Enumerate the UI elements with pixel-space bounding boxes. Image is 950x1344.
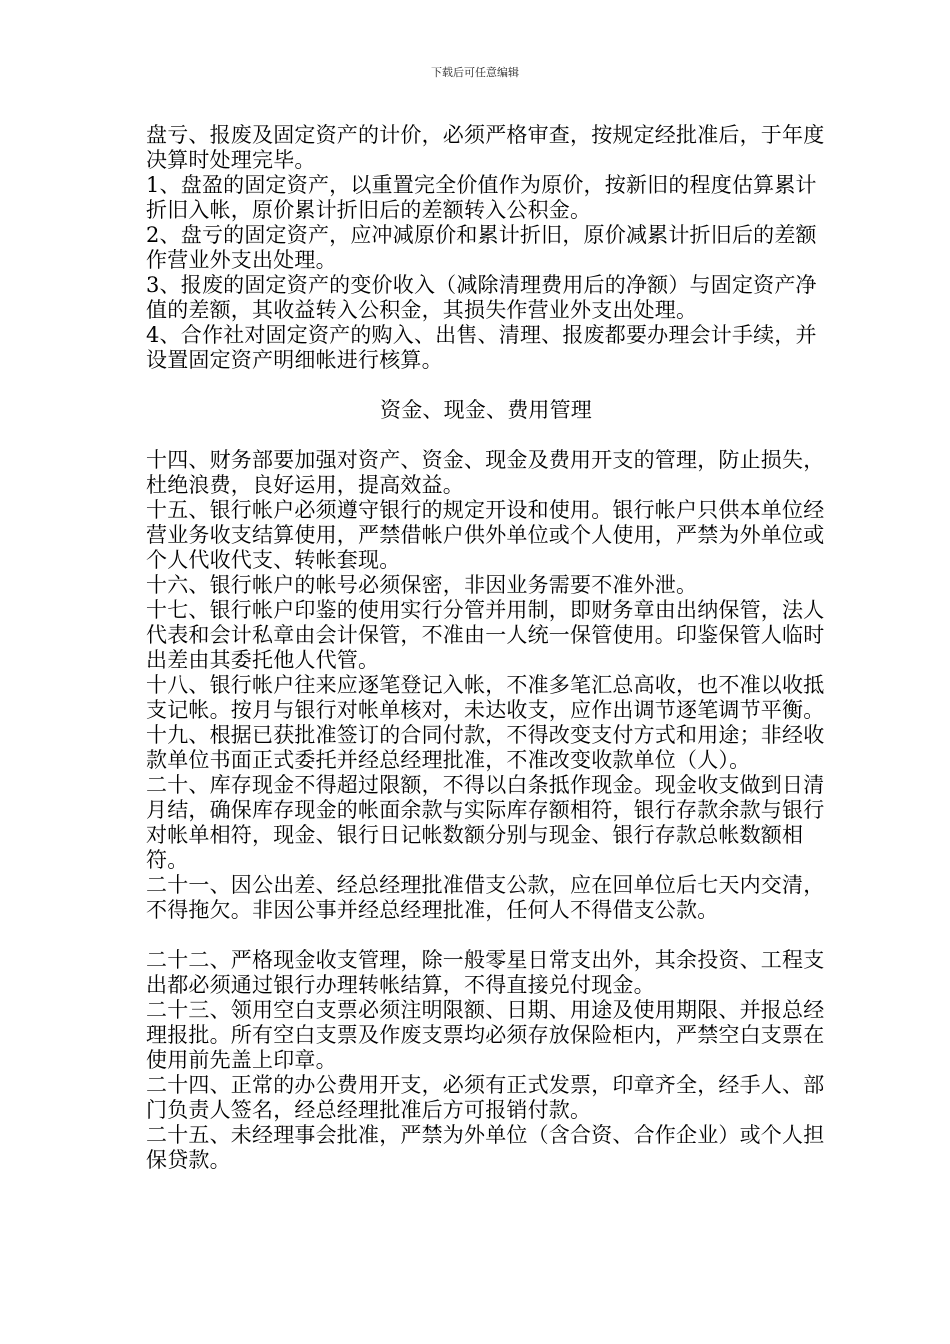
- paragraph-article-20: 二十、库存现金不得超过限额，不得以白条抵作现金。现金收支做到日清月结，确保库存现金的帐面余款与实际库存额相符，银行存款余款与银行对帐单相符，现金、银行日记帐数额分别与现金、银行存款总帐数额相符。: [146, 773, 825, 872]
- paragraph-item-2: 2、盘亏的固定资产，应冲减原价和累计折旧，原价减累计折旧后的差额作营业外支出处理。: [146, 223, 817, 272]
- section-heading: 资金、现金、费用管理: [380, 398, 592, 422]
- page-header: 下载后可任意编辑: [431, 66, 519, 79]
- paragraph-item-1: 1、盘盈的固定资产，以重置完全价值作为原价，按新旧的程度估算累计折旧入帐，原价累计折旧后的差额转入公积金。: [146, 173, 817, 222]
- blank-line: [146, 923, 826, 948]
- paragraph-item-3: 3、报废的固定资产的变价收入（减除清理费用后的净额）与固定资产净值的差额，其收益转入公积金，其损失作营业外支出处理。: [146, 273, 817, 322]
- document-body: [146, 123, 826, 1173]
- paragraph-article-24: 二十四、正常的办公费用开支，必须有正式发票，印章齐全，经手人、部门负责人签名，经总经理批准后方可报销付款。: [146, 1073, 825, 1122]
- paragraph-article-25: 二十五、未经理事会批准，严禁为外单位（含合资、合作企业）或个人担保贷款。: [146, 1123, 825, 1172]
- paragraph-article-21: 二十一、因公出差、经总经理批准借支公款，应在回单位后七天内交清，不得拖欠。非因公事并经总经理批准，任何人不得借支公款。: [146, 873, 825, 922]
- paragraph-article-16: 十六、银行帐户的帐号必须保密，非因业务需要不准外泄。: [146, 573, 698, 597]
- paragraph-article-15: 十五、银行帐户必须遵守银行的规定开设和使用。银行帐户只供本单位经营业务收支结算使用，严禁借帐户供外单位或个人使用，严禁为外单位或个人代收代支、转帐套现。: [146, 498, 825, 572]
- paragraph-article-14: 十四、财务部要加强对资产、资金、现金及费用开支的管理，防止损失，杜绝浪费，良好运用，提高效益。: [146, 448, 825, 497]
- paragraph-article-23: 二十三、领用空白支票必须注明限额、日期、用途及使用期限、并报总经理报批。所有空白支票及作废支票均必须存放保险柜内，严禁空白支票在使用前先盖上印章。: [146, 998, 825, 1072]
- paragraph-article-18: 十八、银行帐户往来应逐笔登记入帐，不准多笔汇总高收，也不准以收抵支记帐。按月与银行对帐单核对，未达收支，应作出调节逐笔调节平衡。: [146, 673, 825, 722]
- paragraph-asset-pricing: 盘亏、报废及固定资产的计价，必须严格审查，按规定经批准后，于年度决算时处理完毕。: [146, 123, 825, 172]
- paragraph-article-22: 二十二、严格现金收支管理，除一般零星日常支出外，其余投资、工程支出都必须通过银行办理转帐结算，不得直接兑付现金。: [146, 948, 825, 997]
- paragraph-article-19: 十九、根据已获批准签订的合同付款，不得改变支付方式和用途；非经收款单位书面正式委托并经总经理批准，不准改变收款单位（人）。: [146, 723, 825, 772]
- paragraph-article-17: 十七、银行帐户印鉴的使用实行分管并用制，即财务章由出纳保管，法人代表和会计私章由会计保管，不准由一人统一保管使用。印鉴保管人临时出差由其委托他人代管。: [146, 598, 825, 672]
- paragraph-item-4: 4、合作社对固定资产的购入、出售、清理、报废都要办理会计手续，并设置固定资产明细帐进行核算。: [146, 323, 817, 372]
